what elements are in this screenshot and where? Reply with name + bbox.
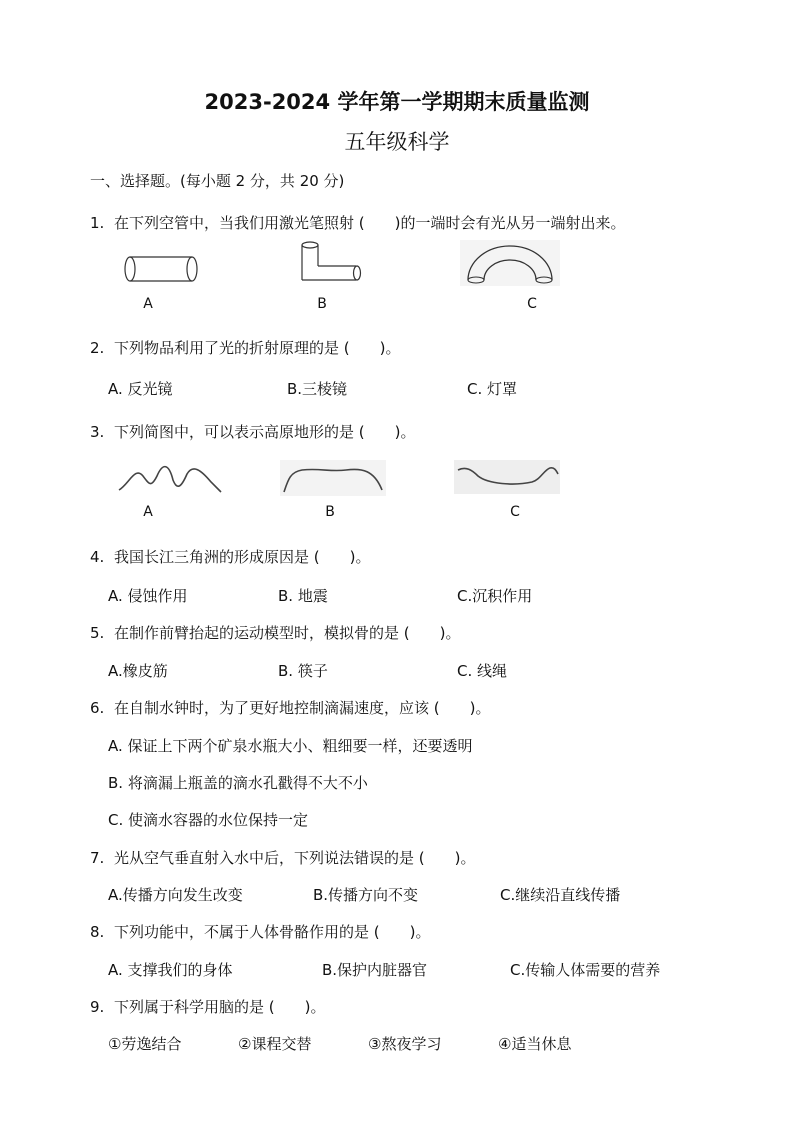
mountain-sketch-icon	[115, 458, 225, 496]
option-b[interactable]: B. 筷子	[278, 662, 328, 680]
option-2[interactable]: ②课程交替	[238, 1035, 312, 1053]
question-2	[90, 337, 400, 358]
plateau-sketch-icon	[280, 460, 386, 496]
question-7	[90, 847, 475, 868]
option-b[interactable]: B. 地震	[278, 587, 328, 605]
option-c[interactable]: C. 灯罩	[467, 380, 518, 398]
option-b[interactable]: B.传播方向不变	[313, 886, 419, 904]
section-heading: 一、选择题。(每小题 2 分，共 20 分)	[90, 172, 345, 190]
option-c[interactable]: C.传输人体需要的营养	[510, 961, 661, 979]
option-4[interactable]: ④适当休息	[498, 1035, 572, 1053]
question-text: 光从空气垂直射入水中后，下列说法错误的是 ( )。	[114, 849, 476, 867]
question-text: 下列功能中，不属于人体骨骼作用的是 ( )。	[114, 923, 431, 941]
exam-title: 2023-2024 学年第一学期期末质量监测	[204, 90, 590, 114]
question-text: 下列简图中，可以表示高原地形的是 ( )。	[114, 423, 416, 441]
figure-label-b: B	[317, 296, 327, 312]
question-5	[90, 622, 460, 643]
question-number: 7.	[90, 849, 105, 867]
option-a[interactable]: A.传播方向发生改变	[108, 886, 243, 904]
arched-tube-icon	[460, 240, 560, 286]
option-1[interactable]: ①劳逸结合	[108, 1035, 182, 1053]
question-8	[90, 921, 430, 942]
figure-label-c: C	[527, 296, 537, 312]
figure-label-a: A	[143, 296, 153, 312]
option-a[interactable]: A. 保证上下两个矿泉水瓶大小、粗细要一样，还要透明	[108, 737, 473, 755]
question-text: 在制作前臂抬起的运动模型时，模拟骨的是 ( )。	[114, 624, 461, 642]
option-b[interactable]: B.保护内脏器官	[322, 961, 428, 979]
question-text: 我国长江三角洲的形成原因是 ( )。	[114, 548, 371, 566]
option-c[interactable]: C.继续沿直线传播	[500, 886, 621, 904]
question-number: 1.	[90, 214, 105, 232]
question-9	[90, 996, 325, 1017]
question-number: 6.	[90, 699, 105, 717]
option-c[interactable]: C. 线绳	[457, 662, 508, 680]
exam-subtitle: 五年级科学	[344, 130, 450, 154]
question-number: 4.	[90, 548, 105, 566]
option-c[interactable]: C. 使滴水容器的水位保持一定	[108, 811, 309, 829]
figure-label-b: B	[325, 504, 335, 520]
question-text: 下列属于科学用脑的是 ( )。	[114, 998, 326, 1016]
option-a[interactable]: A.橡皮筋	[108, 662, 168, 680]
question-number: 5.	[90, 624, 105, 642]
question-text: 在自制水钟时，为了更好地控制滴漏速度，应该 ( )。	[114, 699, 491, 717]
bent-tube-icon	[298, 238, 366, 286]
question-number: 9.	[90, 998, 105, 1016]
figure-label-a: A	[143, 504, 153, 520]
option-c[interactable]: C.沉积作用	[457, 587, 533, 605]
option-a[interactable]: A. 支撑我们的身体	[108, 961, 233, 979]
straight-tube-icon	[122, 252, 202, 286]
question-3	[90, 421, 415, 442]
option-b[interactable]: B.三棱镜	[287, 380, 348, 398]
question-number: 8.	[90, 923, 105, 941]
question-number: 2.	[90, 339, 105, 357]
question-4	[90, 546, 370, 567]
question-1	[90, 212, 625, 233]
option-a[interactable]: A. 反光镜	[108, 380, 173, 398]
basin-sketch-icon	[454, 460, 560, 494]
question-text: 下列物品利用了光的折射原理的是 ( )。	[114, 339, 401, 357]
question-text: 在下列空管中，当我们用激光笔照射 ( )的一端时会有光从另一端射出来。	[114, 214, 626, 232]
question-number: 3.	[90, 423, 105, 441]
option-a[interactable]: A. 侵蚀作用	[108, 587, 188, 605]
option-b[interactable]: B. 将滴漏上瓶盖的滴水孔戳得不大不小	[108, 774, 368, 792]
figure-label-c: C	[510, 504, 520, 520]
question-6	[90, 697, 490, 718]
option-3[interactable]: ③熬夜学习	[368, 1035, 442, 1053]
